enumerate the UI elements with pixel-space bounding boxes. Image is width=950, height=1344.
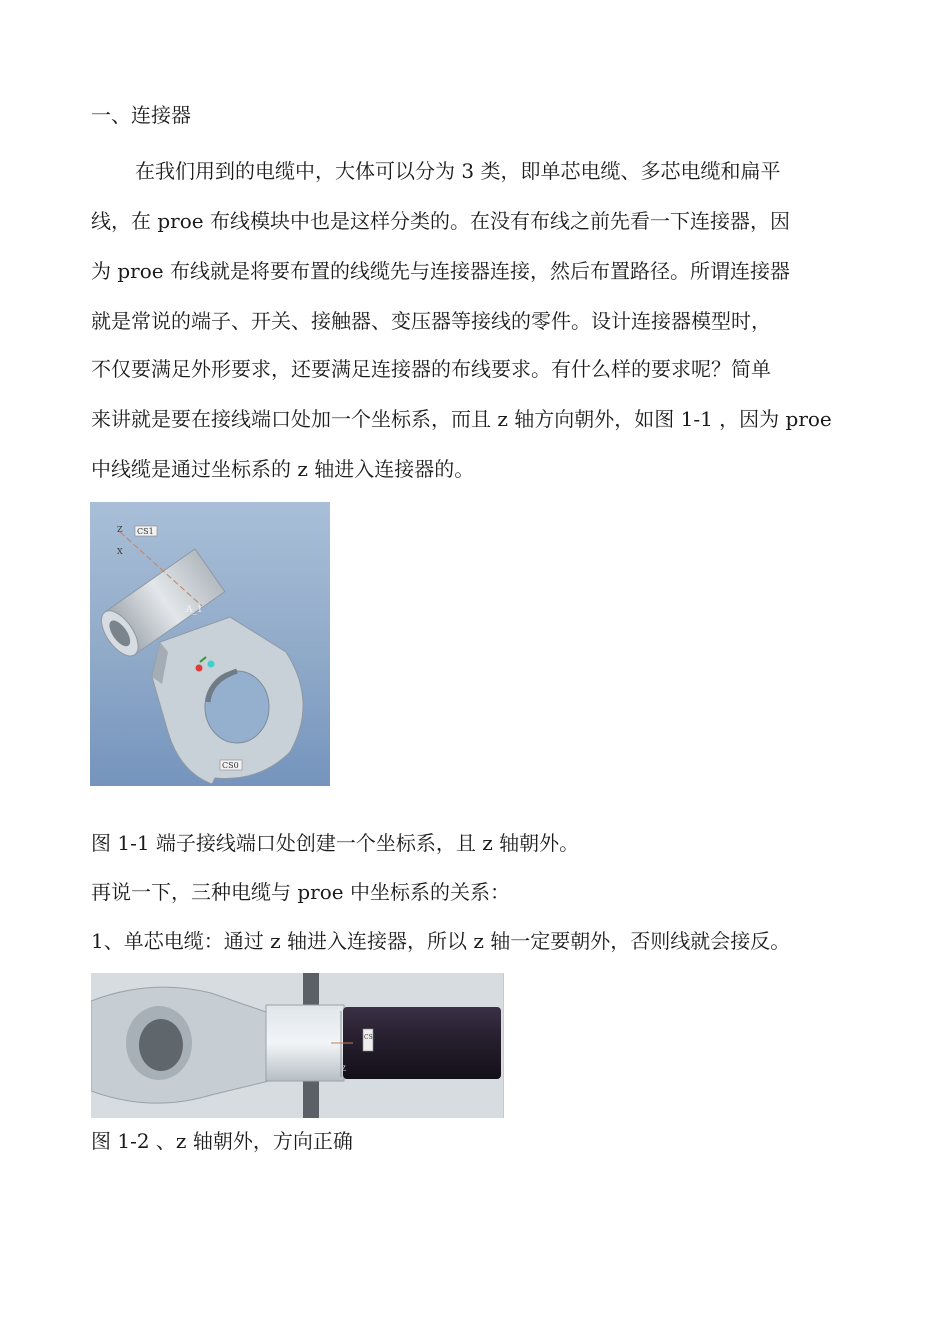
figure-terminal-angled	[90, 502, 330, 786]
figure-terminal-cable	[91, 973, 504, 1118]
tag-cs1: CS1	[364, 1034, 377, 1041]
figure-caption-2: 图 1-2 、z 轴朝外，方向正确	[91, 1129, 353, 1153]
tag-cs0: CS0	[222, 761, 239, 770]
paragraph-line: 不仅要满足外形要求，还要满足连接器的布线要求。有什么样的要求呢？简单	[91, 357, 771, 381]
paragraph-line: 为 proe 布线就是将要布置的线缆先与连接器连接，然后布置路径。所谓连接器	[91, 259, 790, 283]
section-heading: 一、连接器	[91, 103, 191, 127]
paragraph-line: 中线缆是通过坐标系的 z 轴进入连接器的。	[91, 457, 475, 481]
tag-cs1: CS1	[137, 527, 154, 536]
svg-text:Z: Z	[117, 525, 123, 534]
paragraph-line: 在我们用到的电缆中，大体可以分为 3 类，即单芯电缆、多芯电缆和扁平	[135, 159, 781, 183]
paragraph-line: 来讲就是要在接线端口处加一个坐标系，而且 z 轴方向朝外，如图 1-1 ，因为 proe	[91, 407, 832, 431]
svg-text:Z: Z	[341, 1065, 346, 1073]
figure-caption-1: 图 1-1 端子接线端口处创建一个坐标系，且 z 轴朝外。	[91, 831, 580, 855]
paragraph-line: 再说一下，三种电缆与 proe 中坐标系的关系：	[91, 880, 510, 904]
paragraph-line: 线，在 proe 布线模块中也是这样分类的。在没有布线之前先看一下连接器，因	[91, 209, 790, 233]
svg-text:X: X	[117, 547, 123, 556]
tag-axis: A_1	[186, 605, 203, 615]
paragraph-line: 就是常说的端子、开关、接触器、变压器等接线的零件。设计连接器模型时，	[91, 309, 771, 333]
list-item: 1、单芯电缆：通过 z 轴进入连接器，所以 z 轴一定要朝外，否则线就会接反。	[91, 929, 791, 953]
